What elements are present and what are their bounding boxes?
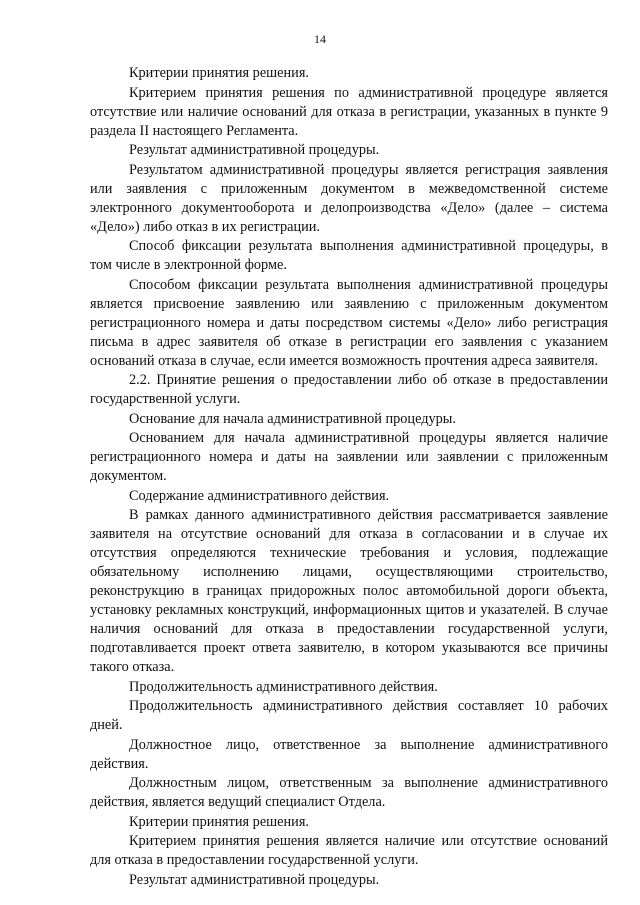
document-body [90, 64, 608, 890]
paragraph: В рамках данного административного действия рассматривается заявление заявителя на отсутствие оснований для отказа в согласовании и в случае их отсутствия определяются технические требования и условия, подлежащие обязательному исполнению лицами, осуществляющими строительство, реконструкцию в границах придорожных полос автомобильной дороги объекта, установку рекламных конструкций, информационных щитов и указателей. В случае наличия оснований для отказа в предоставлении государственной услуги, подготавливается проект ответа заявителю, в котором указываются все причины такого отказа. [90, 507, 608, 675]
paragraph: Основание для начала административной процедуры. [129, 410, 456, 427]
paragraph: Результат административной процедуры. [129, 871, 380, 888]
paragraph: Критерии принятия решения. [129, 65, 309, 81]
paragraph: Критерием принятия решения является наличие или отсутствие оснований для отказа в предоставлении государственной услуги. [90, 833, 608, 868]
paragraph: Продолжительность административного действия составляет 10 рабочих дней. [90, 698, 608, 733]
paragraph: Результатом административной процедуры является регистрация заявления или заявления с приложенным документом в межведомственной системе электронного документооборота и делопроизводства «Дело» (далее – система «Дело») либо отказ в их регистрации. [90, 161, 608, 235]
page-number: 14 [314, 32, 326, 46]
paragraph: Способом фиксации результата выполнения административной процедуры является присвоение заявлению или заявлению с приложенным документом регистрационного номера и даты посредством системы «Дело» либо регистрация письма в адрес заявителя об отказе в регистрации его заявления с указанием оснований отказа в случае, если имеется возможность прочтения адреса заявителя. [90, 276, 608, 369]
paragraph: Содержание административного действия. [129, 487, 390, 504]
paragraph: Результат административной процедуры. [129, 142, 380, 158]
paragraph: Основанием для начала административной процедуры является наличие регистрационного номера и даты на заявлении или заявлении с приложенным документом. [90, 430, 608, 484]
paragraph: 2.2. Принятие решения о предоставлении либо об отказе в предоставлении государственной услуги. [90, 372, 608, 407]
paragraph: Критерием принятия решения по административной процедуре является отсутствие или наличие оснований для отказа в регистрации, указанных в пункте 9 раздела II настоящего Регламента. [90, 84, 608, 139]
paragraph: Критерии принятия решения. [129, 813, 309, 830]
paragraph: Способ фиксации результата выполнения административной процедуры, в том числе в электронной форме. [90, 238, 608, 273]
paragraph: Должностным лицом, ответственным за выполнение административного действия, является ведущий специалист Отдела. [90, 775, 608, 810]
paragraph: Продолжительность административного действия. [129, 678, 438, 695]
paragraph: Должностное лицо, ответственное за выполнение административного действия. [90, 736, 608, 772]
